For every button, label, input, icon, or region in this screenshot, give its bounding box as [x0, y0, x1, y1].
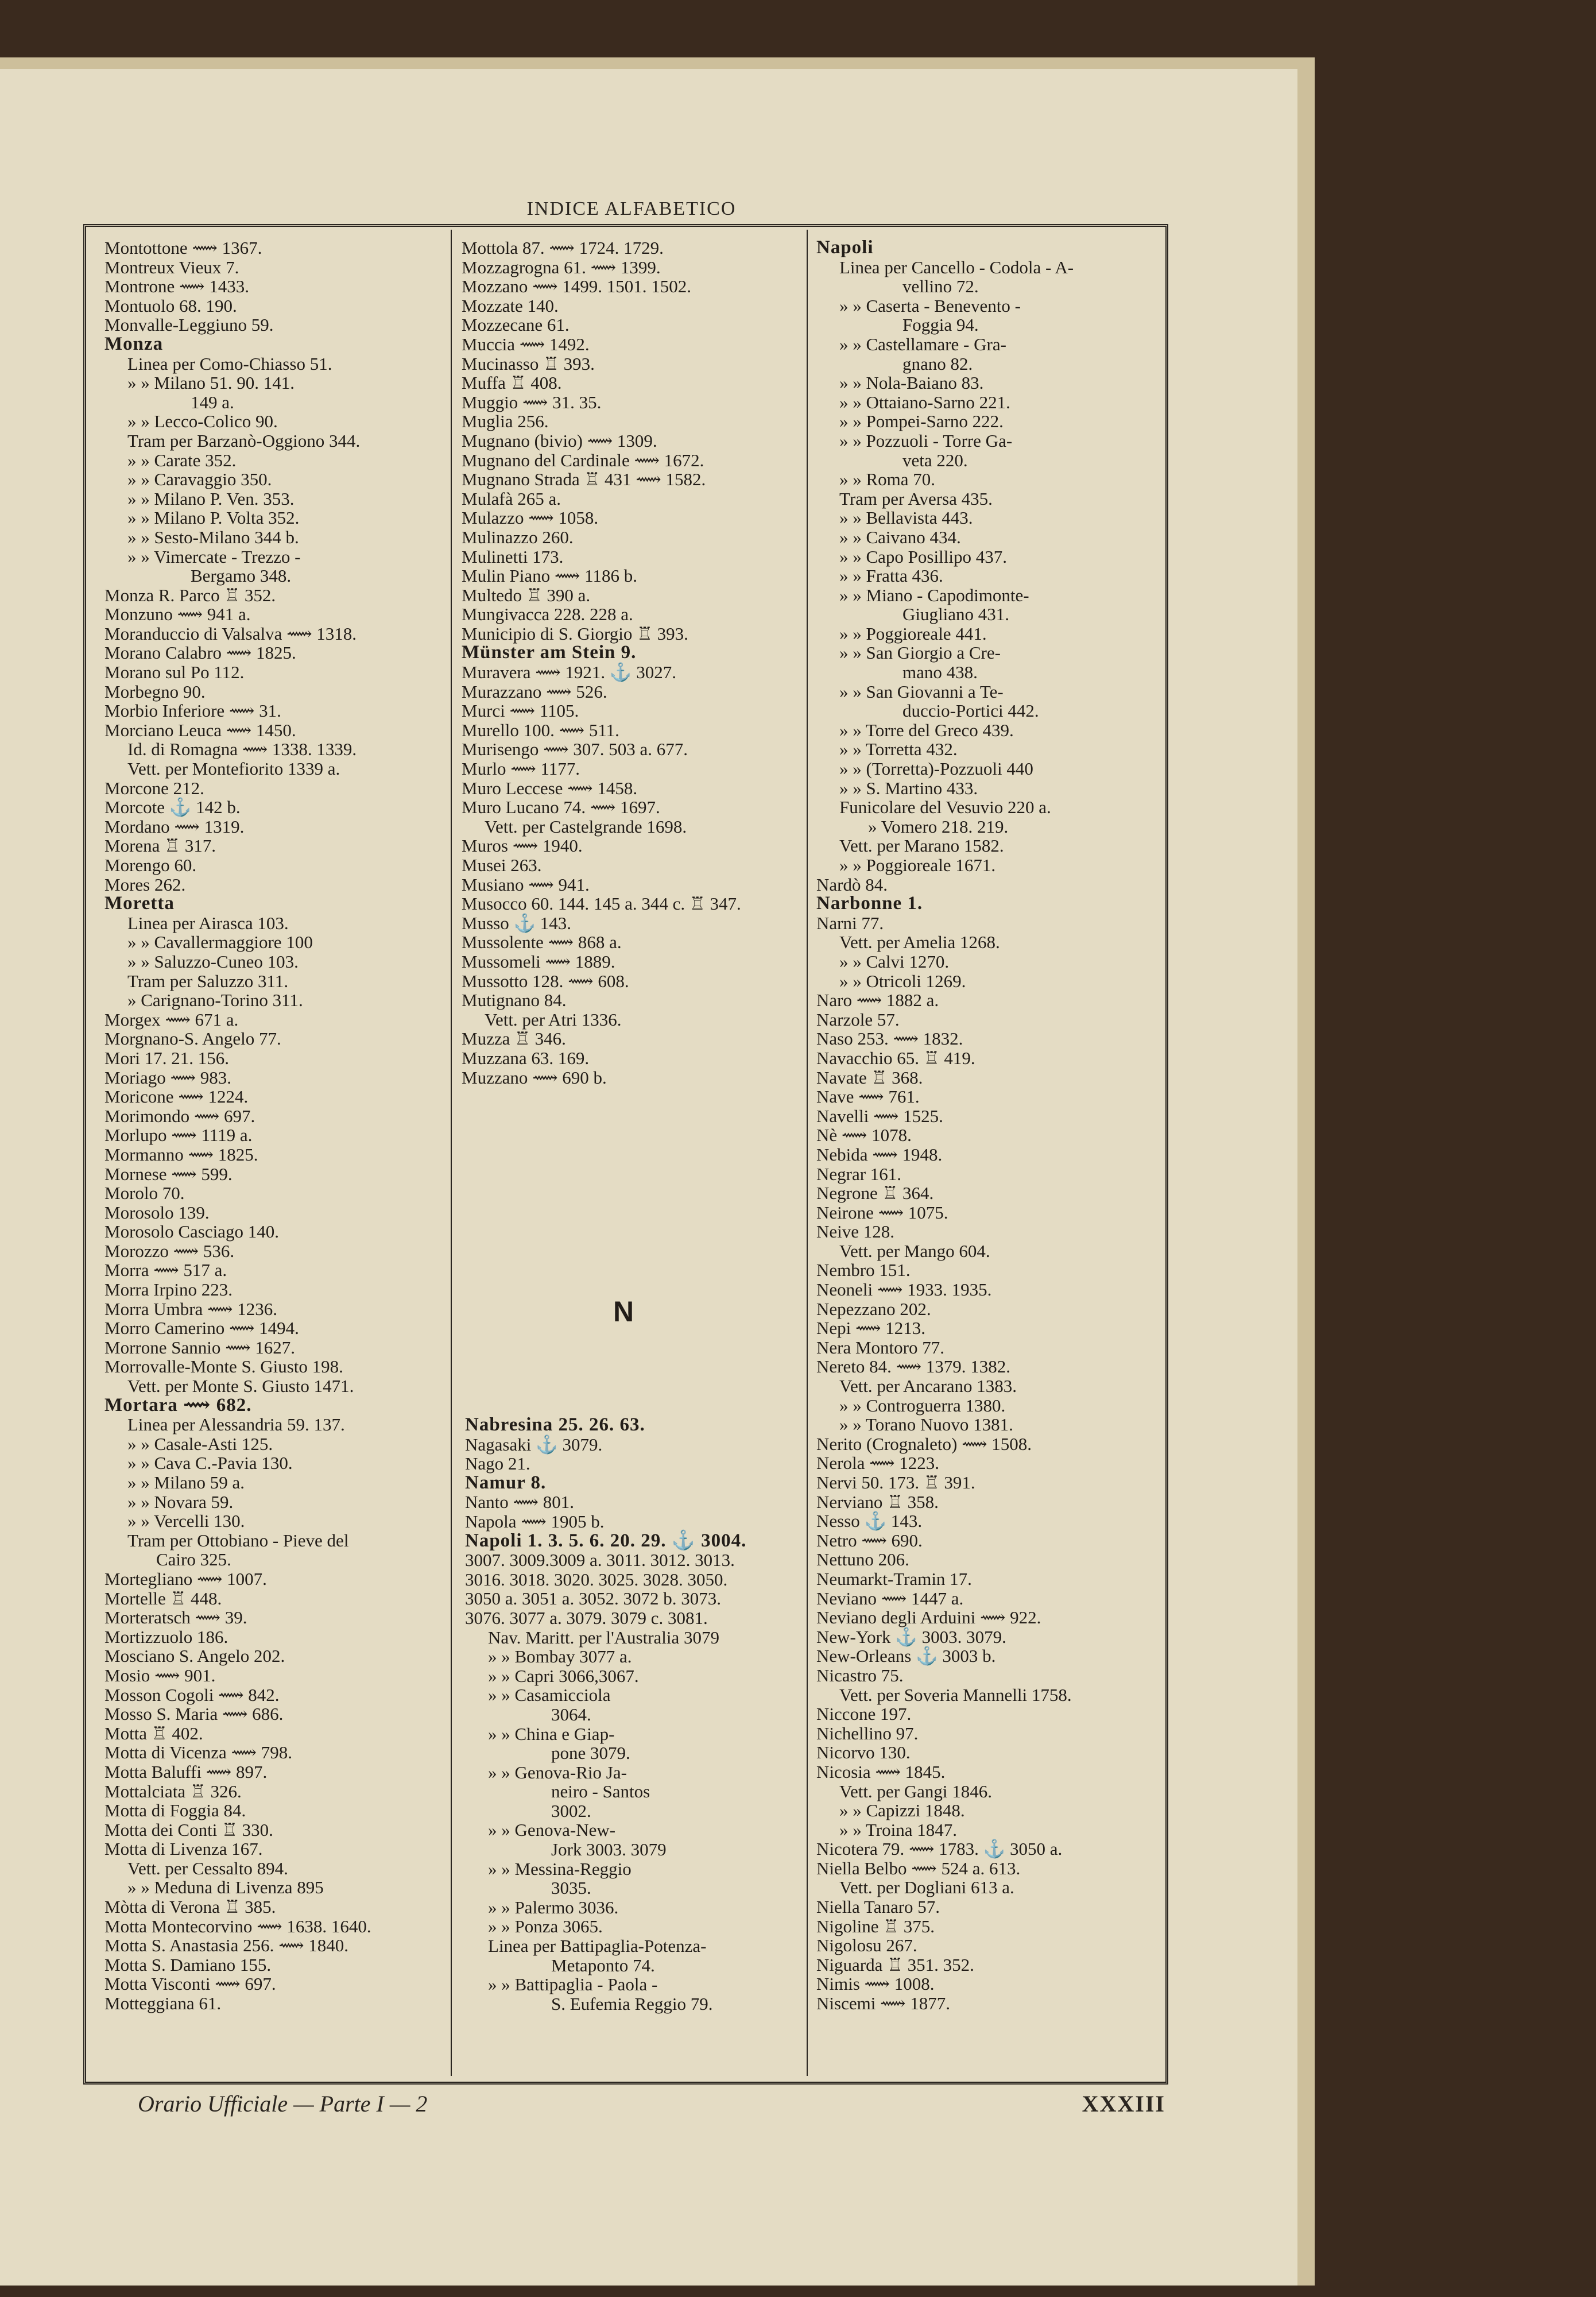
index-entry: Murello 100. ⟿ 511.	[462, 720, 619, 740]
index-entry: Motta dei Conti ♖ 330.	[104, 1819, 273, 1840]
index-entry: Mugnano (bivio) ⟿ 1309.	[462, 430, 657, 451]
index-entry: Morrovalle-Monte S. Giusto 198.	[104, 1356, 343, 1377]
index-entry: Motta Visconti ⟿ 697.	[104, 1974, 276, 1994]
index-entry: Naso 253. ⟿ 1832.	[816, 1028, 963, 1049]
index-heading: Moretta	[104, 893, 175, 914]
index-entry: » » Meduna di Livenza 895	[127, 1877, 324, 1898]
index-entry: » » Cava C.-Pavia 130.	[127, 1453, 293, 1474]
index-entry: » » S. Martino 433.	[839, 778, 978, 798]
index-entry: » » Ottaiano-Sarno 221.	[839, 392, 1010, 412]
index-entry: Motta S. Anastasia 256. ⟿ 1840.	[104, 1935, 349, 1956]
index-entry: Morro Camerino ⟿ 1494.	[104, 1318, 299, 1339]
index-entry: Mosson Cogoli ⟿ 842.	[104, 1684, 280, 1705]
index-entry: 3002.	[551, 1800, 591, 1821]
index-heading: Namur 8.	[465, 1472, 547, 1493]
index-entry: » » San Giovanni a Te-	[839, 681, 1004, 702]
index-entry: » » Caivano 434.	[839, 527, 961, 547]
index-entry: Neumarkt-Tramin 17.	[816, 1568, 972, 1589]
index-entry: Mosciano S. Angelo 202.	[104, 1646, 285, 1666]
index-entry: Nereto 84. ⟿ 1379. 1382.	[816, 1356, 1011, 1377]
index-entry: » » Torano Nuovo 1381.	[839, 1414, 1013, 1435]
index-entry: Nerviano ♖ 358.	[816, 1491, 939, 1512]
index-entry: » » Palermo 3036.	[488, 1897, 619, 1917]
index-entry: » » Genova-Rio Ja-	[488, 1762, 627, 1782]
index-entry: Vett. per Atri 1336.	[485, 1009, 622, 1030]
index-heading: Mortara ⟿ 682.	[104, 1394, 252, 1416]
index-entry: Negrone ♖ 364.	[816, 1183, 934, 1204]
index-entry: Nicosia ⟿ 1845.	[816, 1761, 946, 1782]
index-entry: Niguarda ♖ 351. 352.	[816, 1954, 974, 1975]
index-entry: » » Milano 51. 90. 141.	[127, 373, 295, 393]
index-entry: Motta Baluffi ⟿ 897.	[104, 1761, 268, 1782]
index-entry: » » Nola-Baiano 83.	[839, 373, 984, 393]
index-entry: Vett. per Soveria Mannelli 1758.	[839, 1684, 1072, 1705]
index-entry: Vett. per Ancarano 1383.	[839, 1376, 1017, 1397]
index-entry: Mordano ⟿ 1319.	[104, 816, 245, 837]
index-entry: Nichellino 97.	[816, 1723, 919, 1743]
index-entry: Murci ⟿ 1105.	[462, 701, 579, 721]
index-entry: Metaponto 74.	[551, 1955, 655, 1975]
index-entry: » » Battipaglia - Paola -	[488, 1974, 658, 1995]
index-entry: Funicolare del Vesuvio 220 a.	[839, 797, 1051, 818]
index-entry: Navacchio 65. ♖ 419.	[816, 1047, 975, 1068]
index-entry: » » Otricoli 1269.	[839, 970, 966, 991]
section-letter: N	[613, 1296, 634, 1328]
index-entry: Narzole 57.	[816, 1009, 900, 1030]
index-entry: Mozzano ⟿ 1499. 1501. 1502.	[462, 276, 692, 297]
index-entry: » » Sesto-Milano 344 b.	[127, 527, 299, 547]
index-entry: Linea per Cancello - Codola - A-	[839, 257, 1074, 277]
index-entry: Nicastro 75.	[816, 1665, 904, 1685]
index-entry: Morra ⟿ 517 a.	[104, 1260, 227, 1281]
index-entry: Mottalciata ♖ 326.	[104, 1781, 242, 1801]
index-entry: » » Milano 59 a.	[127, 1472, 245, 1492]
index-entry: » » Milano P. Ven. 353.	[127, 488, 295, 509]
index-entry: Foggia 94.	[902, 315, 979, 335]
index-entry: Mosio ⟿ 901.	[104, 1665, 216, 1685]
index-entry: » » Cavallermaggiore 100	[127, 932, 313, 953]
index-entry: Mori 17. 21. 156.	[104, 1047, 229, 1068]
index-heading: Monza	[104, 333, 164, 354]
index-entry: Neoneli ⟿ 1933. 1935.	[816, 1279, 992, 1300]
index-entry: neiro - Santos	[551, 1781, 650, 1802]
index-entry: » » Castellamare - Gra-	[839, 334, 1006, 354]
index-entry: Nepezzano 202.	[816, 1298, 931, 1319]
index-entry: Morra Irpino 223.	[104, 1279, 233, 1300]
index-entry: Mornese ⟿ 599.	[104, 1163, 233, 1184]
index-entry: Motteggiana 61.	[104, 1993, 222, 2014]
index-entry: Vett. per Mango 604.	[839, 1240, 990, 1261]
index-entry: Muro Lucano 74. ⟿ 1697.	[462, 797, 660, 818]
index-entry: Linea per Battipaglia-Potenza-	[488, 1936, 707, 1956]
index-entry: Monzuno ⟿ 941 a.	[104, 604, 251, 625]
index-entry: vellino 72.	[902, 276, 979, 297]
index-entry: Tram per Barzanò-Oggiono 344.	[127, 430, 361, 451]
index-entry: 3007. 3009.3009 a. 3011. 3012. 3013.	[465, 1550, 735, 1571]
index-entry: » » Pozzuoli - Torre Ga-	[839, 430, 1013, 451]
index-entry: » » Caserta - Benevento -	[839, 295, 1021, 316]
index-entry: 3050 a. 3051 a. 3052. 3072 b. 3073.	[465, 1588, 722, 1609]
index-entry: Morimondo ⟿ 697.	[104, 1105, 255, 1126]
index-entry: Muro Leccese ⟿ 1458.	[462, 778, 638, 798]
index-entry: Mussotto 128. ⟿ 608.	[462, 970, 629, 991]
index-entry: Morcote ⚓ 142 b.	[104, 797, 241, 818]
index-entry: Nav. Maritt. per l'Australia 3079	[488, 1627, 720, 1648]
index-entry: Multedo ♖ 390 a.	[462, 585, 591, 605]
index-entry: Mulin Piano ⟿ 1186 b.	[462, 566, 637, 586]
index-entry: Vett. per Gangi 1846.	[839, 1781, 993, 1801]
index-entry: Niccone 197.	[816, 1704, 912, 1724]
index-entry: Linea per Alessandria 59. 137.	[127, 1414, 345, 1435]
index-entry: » Carignano-Torino 311.	[127, 990, 303, 1011]
index-entry: 3016. 3018. 3020. 3025. 3028. 3050.	[465, 1569, 728, 1590]
index-entry: Mulafà 265 a.	[462, 488, 561, 509]
index-entry: Musso ⚓ 143.	[462, 912, 572, 933]
index-entry: » » Pompei-Sarno 222.	[839, 411, 1004, 432]
page-footer	[138, 2090, 1165, 2117]
index-entry: Montottone ⟿ 1367.	[104, 238, 262, 258]
index-entry: Mores 262.	[104, 874, 186, 895]
index-entry: 3064.	[551, 1704, 591, 1724]
index-entry: Morano sul Po 112.	[104, 662, 245, 683]
index-entry: » » Vercelli 130.	[127, 1511, 245, 1532]
index-entry: Muffa ♖ 408.	[462, 373, 562, 393]
index-heading: Münster am Stein 9.	[462, 642, 637, 663]
index-entry: Musocco 60. 144. 145 a. 344 c. ♖ 347.	[462, 894, 741, 914]
index-entry: » » Torretta 432.	[839, 739, 958, 760]
index-entry: Mulinetti 173.	[462, 546, 564, 567]
index-entry: Morlupo ⟿ 1119 a.	[104, 1125, 253, 1146]
index-entry: Mòtta di Verona ♖ 385.	[104, 1897, 276, 1917]
index-entry: » » Poggioreale 441.	[839, 623, 987, 644]
index-column-2-section-n	[465, 1416, 746, 2013]
index-entry: » » Troina 1847.	[839, 1819, 957, 1840]
index-entry: Tram per Ottobiano - Pieve del	[127, 1530, 349, 1550]
index-entry: Muravera ⟿ 1921. ⚓ 3027.	[462, 662, 677, 683]
column-separator-1	[451, 230, 452, 2076]
index-entry: » » Poggioreale 1671.	[839, 855, 996, 875]
index-entry: Mutignano 84.	[462, 990, 567, 1011]
index-entry: Mussomeli ⟿ 1889.	[462, 951, 615, 972]
index-entry: 3035.	[551, 1878, 591, 1898]
index-column-2	[462, 238, 806, 1087]
index-entry: Nigoline ♖ 375.	[816, 1916, 935, 1936]
index-entry: » » San Giorgio a Cre-	[839, 643, 1001, 663]
index-entry: » » Caravaggio 350.	[127, 469, 272, 490]
index-entry: Bergamo 348.	[191, 566, 292, 586]
index-entry: » » Casale-Asti 125.	[127, 1433, 273, 1454]
index-entry: Tram per Saluzzo 311.	[127, 970, 289, 991]
index-entry: Musiano ⟿ 941.	[462, 874, 590, 895]
index-entry: Nerito (Crognaleto) ⟿ 1508.	[816, 1433, 1032, 1454]
index-entry: Jork 3003. 3079	[551, 1839, 667, 1860]
index-entry: » Vomero 218. 219.	[868, 816, 1009, 837]
index-entry: Motta S. Damiano 155.	[104, 1954, 272, 1975]
index-entry: Motta Montecorvino ⟿ 1638. 1640.	[104, 1916, 371, 1936]
index-entry: Mosso S. Maria ⟿ 686.	[104, 1704, 284, 1724]
index-entry: » » Bombay 3077 a.	[488, 1646, 632, 1667]
index-entry: Mungivacca 228. 228 a.	[462, 604, 633, 625]
index-entry: New-Orleans ⚓ 3003 b.	[816, 1646, 996, 1666]
index-heading: Napoli 1. 3. 5. 6. 20. 29. ⚓ 3004.	[465, 1530, 747, 1551]
index-entry: Morciano Leuca ⟿ 1450.	[104, 720, 296, 740]
index-entry: Mormanno ⟿ 1825.	[104, 1144, 258, 1165]
index-entry: Neviano degli Arduini ⟿ 922.	[816, 1607, 1041, 1628]
index-entry: Neive 128.	[816, 1221, 895, 1242]
index-entry: Moranduccio di Valsalva ⟿ 1318.	[104, 623, 357, 644]
index-entry: Murlo ⟿ 1177.	[462, 759, 580, 779]
index-entry: » » Fratta 436.	[839, 566, 943, 586]
index-entry: Morrone Sannio ⟿ 1627.	[104, 1337, 296, 1358]
index-entry: 3076. 3077 a. 3079. 3079 c. 3081.	[465, 1607, 708, 1628]
index-entry: Linea per Como-Chiasso 51.	[127, 353, 332, 374]
index-entry: » » Controguerra 1380.	[839, 1395, 1006, 1416]
index-entry: Mortelle ♖ 448.	[104, 1588, 222, 1608]
index-entry: Morosolo 139.	[104, 1202, 210, 1223]
index-entry: New-York ⚓ 3003. 3079.	[816, 1626, 1006, 1647]
index-entry: » » Roma 70.	[839, 469, 936, 490]
index-heading: Napoli	[816, 237, 874, 258]
index-entry: » » (Torretta)-Pozzuoli 440	[839, 759, 1033, 779]
index-entry: Mugnano Strada ♖ 431 ⟿ 1582.	[462, 469, 706, 490]
index-entry: Id. di Romagna ⟿ 1338. 1339.	[127, 739, 357, 760]
index-entry: Muzzana 63. 169.	[462, 1047, 590, 1068]
index-entry: Neviano ⟿ 1447 a.	[816, 1588, 964, 1608]
index-entry: Vett. per Cessalto 894.	[127, 1858, 288, 1878]
index-entry: Vett. per Dogliani 613 a.	[839, 1877, 1014, 1898]
index-entry: duccio-Portici 442.	[902, 701, 1039, 721]
index-entry: » » Capizzi 1848.	[839, 1800, 965, 1821]
index-entry: Nagasaki ⚓ 3079.	[465, 1434, 603, 1455]
index-entry: Navate ♖ 368.	[816, 1067, 923, 1088]
index-entry: Muzzano ⟿ 690 b.	[462, 1067, 607, 1088]
index-entry: Nimis ⟿ 1008.	[816, 1974, 935, 1994]
index-entry: Mulinazzo 260.	[462, 527, 574, 547]
index-entry: mano 438.	[902, 662, 978, 683]
index-entry: 149 a.	[191, 392, 234, 412]
index-entry: Montuolo 68. 190.	[104, 295, 237, 316]
index-entry: Mulazzo ⟿ 1058.	[462, 508, 599, 528]
index-entry: Mozzagrogna 61. ⟿ 1399.	[462, 257, 661, 277]
index-entry: Niella Belbo ⟿ 524 a. 613.	[816, 1858, 1021, 1878]
index-entry: » » Genova-New-	[488, 1820, 616, 1840]
index-entry: Nicotera 79. ⟿ 1783. ⚓ 3050 a.	[816, 1839, 1063, 1859]
index-entry: Naro ⟿ 1882 a.	[816, 990, 939, 1011]
index-entry: Nebida ⟿ 1948.	[816, 1144, 943, 1165]
column-separator-2	[807, 230, 808, 2076]
index-entry: » » Ponza 3065.	[488, 1916, 603, 1937]
index-entry: » » Bellavista 443.	[839, 508, 973, 528]
index-entry: Morbegno 90.	[104, 681, 206, 702]
index-heading: Narbonne 1.	[816, 893, 923, 914]
index-entry: Nepi ⟿ 1213.	[816, 1318, 925, 1339]
index-entry: Morozzo ⟿ 536.	[104, 1240, 235, 1261]
index-column-1	[104, 238, 449, 2013]
index-entry: Niella Tanaro 57.	[816, 1897, 940, 1917]
index-entry: Vett. per Marano 1582.	[839, 836, 1004, 856]
index-entry: Morteratsch ⟿ 39.	[104, 1607, 247, 1628]
index-entry: Vett. per Monte S. Giusto 1471.	[127, 1376, 354, 1397]
index-entry: Mucinasso ♖ 393.	[462, 353, 595, 374]
index-entry: Nera Montoro 77.	[816, 1337, 944, 1358]
index-entry: » » Miano - Capodimonte-	[839, 585, 1029, 605]
index-entry: Monvalle-Leggiuno 59.	[104, 315, 274, 335]
index-entry: Giugliano 431.	[902, 604, 1009, 625]
index-entry: Nardò 84.	[816, 874, 888, 895]
index-entry: Narni 77.	[816, 912, 884, 933]
index-entry: Mussolente ⟿ 868 a.	[462, 932, 622, 953]
index-entry: Mozzecane 61.	[462, 315, 570, 335]
index-entry: » » China e Giap-	[488, 1723, 615, 1744]
index-entry: Muzza ♖ 346.	[462, 1028, 566, 1049]
index-entry: Mortegliano ⟿ 1007.	[104, 1568, 267, 1589]
index-entry: » » Capri 3066,3067.	[488, 1665, 639, 1686]
index-entry: Morra Umbra ⟿ 1236.	[104, 1298, 277, 1319]
index-entry: Vett. per Amelia 1268.	[839, 932, 1000, 953]
index-column-3	[816, 238, 1161, 2013]
index-entry: veta 220.	[902, 450, 968, 470]
index-entry: » » Lecco-Colico 90.	[127, 411, 278, 432]
index-entry: Morbio Inferiore ⟿ 31.	[104, 701, 281, 721]
index-entry: Navelli ⟿ 1525.	[816, 1105, 943, 1126]
index-entry: Morgnano-S. Angelo 77.	[104, 1028, 281, 1049]
index-entry: » » Calvi 1270.	[839, 951, 950, 972]
index-entry: Mozzate 140.	[462, 295, 559, 316]
index-entry: Netro ⟿ 690.	[816, 1530, 923, 1550]
index-entry: Nanto ⟿ 801.	[465, 1492, 574, 1513]
index-entry: Vett. per Castelgrande 1698.	[485, 816, 687, 837]
index-entry: Morcone 212.	[104, 778, 204, 798]
index-entry: Cairo 325.	[156, 1549, 231, 1570]
index-entry: Morano Calabro ⟿ 1825.	[104, 643, 296, 663]
index-entry: Mugnano del Cardinale ⟿ 1672.	[462, 450, 704, 470]
index-entry: Nerola ⟿ 1223.	[816, 1453, 940, 1474]
index-entry: Nago 21.	[465, 1453, 530, 1474]
index-entry: Niscemi ⟿ 1877.	[816, 1993, 950, 2014]
index-entry: Motta di Livenza 167.	[104, 1839, 263, 1859]
index-entry: Morgex ⟿ 671 a.	[104, 1009, 239, 1030]
page-header: INDICE ALFABETICO	[526, 198, 737, 219]
index-entry: Nembro 151.	[816, 1260, 911, 1281]
index-entry: Motta di Vicenza ⟿ 798.	[104, 1742, 292, 1763]
index-entry: pone 3079.	[551, 1743, 630, 1764]
page-number: XXXIII	[1082, 2091, 1165, 2117]
index-entry: » » Capo Posillipo 437.	[839, 546, 1007, 567]
index-entry: Mortizzuolo 186.	[104, 1626, 228, 1647]
index-entry: Musei 263.	[462, 855, 542, 875]
index-entry: Murazzano ⟿ 526.	[462, 681, 607, 702]
index-entry: Monza R. Parco ♖ 352.	[104, 585, 276, 605]
index-entry: Motta di Foggia 84.	[104, 1800, 246, 1821]
index-entry: Montrone ⟿ 1433.	[104, 276, 249, 297]
index-entry: Moriago ⟿ 983.	[104, 1067, 231, 1088]
index-entry: S. Eufemia Reggio 79.	[551, 1993, 713, 2014]
index-entry: Muros ⟿ 1940.	[462, 836, 583, 856]
index-entry: » » Messina-Reggio	[488, 1858, 632, 1879]
index-entry: Muccia ⟿ 1492.	[462, 334, 590, 354]
index-entry: » » Milano P. Volta 352.	[127, 508, 300, 528]
index-entry: » » Saluzzo-Cuneo 103.	[127, 951, 299, 972]
index-entry: Muggio ⟿ 31. 35.	[462, 392, 602, 412]
index-entry: Nicorvo 130.	[816, 1742, 911, 1763]
index-entry: Morosolo Casciago 140.	[104, 1221, 279, 1242]
index-entry: Nettuno 206.	[816, 1549, 909, 1570]
index-entry: Nigolosu 267.	[816, 1935, 917, 1956]
index-entry: » » Vimercate - Trezzo -	[127, 546, 301, 567]
index-heading: Nabresina 25. 26. 63.	[465, 1414, 645, 1435]
index-entry: » » Casamicciola	[488, 1685, 611, 1706]
index-entry: Morena ♖ 317.	[104, 836, 216, 856]
index-entry: Nervi 50. 173. ♖ 391.	[816, 1472, 975, 1492]
index-entry: Neirone ⟿ 1075.	[816, 1202, 948, 1223]
index-entry: » » Carate 352.	[127, 450, 237, 470]
index-entry: Montreux Vieux 7.	[104, 257, 239, 277]
index-entry: Vett. per Montefiorito 1339 a.	[127, 759, 340, 779]
index-entry: gnano 82.	[902, 353, 973, 374]
index-entry: Moricone ⟿ 1224.	[104, 1086, 249, 1107]
index-entry: » » Torre del Greco 439.	[839, 720, 1014, 740]
index-entry: » » Novara 59.	[127, 1491, 234, 1512]
index-entry: Municipio di S. Giorgio ♖ 393.	[462, 623, 688, 644]
index-entry: Morolo 70.	[104, 1183, 185, 1204]
index-entry: Nè ⟿ 1078.	[816, 1125, 912, 1146]
index-entry: Mottola 87. ⟿ 1724. 1729.	[462, 238, 664, 258]
index-entry: Muglia 256.	[462, 411, 549, 432]
index-entry: Nesso ⚓ 143.	[816, 1511, 923, 1532]
index-entry: Murisengo ⟿ 307. 503 a. 677.	[462, 739, 688, 760]
index-entry: Nave ⟿ 761.	[816, 1086, 920, 1107]
footer-title: Orario Ufficiale — Parte I — 2	[138, 2091, 428, 2117]
index-entry: Negrar 161.	[816, 1163, 902, 1184]
index-entry: Morengo 60.	[104, 855, 197, 875]
index-entry: Linea per Airasca 103.	[127, 912, 289, 933]
index-entry: Tram per Aversa 435.	[839, 488, 993, 509]
index-entry: Motta ♖ 402.	[104, 1723, 203, 1743]
index-entry: Napola ⟿ 1905 b.	[465, 1511, 605, 1532]
